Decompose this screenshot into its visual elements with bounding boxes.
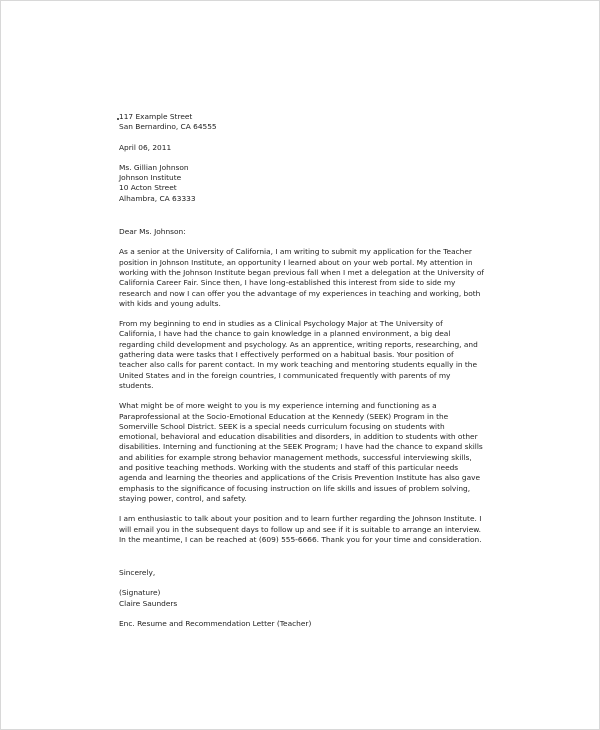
paragraph-line: teacher also calls for parent contact. In my work teaching and mentoring students equally in the — [119, 360, 478, 370]
paragraph-line: In the meantime, I can be reached at (609) 555-6666. Thank you for your time and consideration. — [119, 534, 482, 544]
cover-letter — [119, 112, 484, 629]
paragraph-line: and positive teaching methods. Working with the students and staff of this particular needs — [119, 463, 459, 473]
paragraph-line: disabilities. Interning and functioning at the SEEK Program; I have had the chance to expand skills — [119, 442, 483, 452]
signature-block — [119, 588, 479, 609]
sender-street: 117 Example Street — [119, 112, 193, 121]
recipient-city: Alhambra, CA 63333 — [119, 193, 196, 203]
recipient-street: 10 Acton Street — [119, 183, 177, 193]
paragraph-1 — [119, 247, 484, 309]
paragraph-line: From my beginning to end in studies as a Clinical Psychology Major at The University of — [119, 319, 443, 329]
paragraph-line: position in Johnson Institute, an opportunity I learned about on your web portal. My attention in — [119, 257, 473, 267]
paragraph-line: I am enthusiastic to talk about your position and to learn further regarding the Johnson Institute. I — [119, 514, 482, 524]
paragraph-line: gathering data were tasks that I effectively performed on a habitual basis. Your position of — [119, 350, 454, 360]
enclosure-note: Enc. Resume and Recommendation Letter (Teacher) — [119, 618, 312, 628]
paragraph-line: Paraprofessional at the Socio-Emotional Education at the Kennedy (SEEK) Program in the — [119, 411, 449, 421]
paragraph-line: staying power, control, and safety. — [119, 493, 247, 503]
letter-date: April 06, 2011 — [119, 142, 172, 152]
bullet-mark — [117, 118, 119, 120]
paragraph-4 — [119, 514, 482, 545]
salutation: Dear Ms. Johnson: — [119, 227, 186, 237]
paragraph-line: students. — [119, 380, 154, 390]
signer-name: Claire Saunders — [119, 598, 178, 608]
paragraph-line: with kids and young adults. — [119, 298, 221, 308]
paragraph-line: working with the Johnson Institute began previous fall when I met a delegation at the University of — [119, 267, 484, 277]
paragraph-line: emphasis to the significance of focusing instruction on life skills and issues of problem solving, — [119, 483, 471, 493]
recipient-name: Ms. Gillian Johnson — [119, 162, 189, 172]
sender-city: San Bernardino, CA 64555 — [119, 122, 217, 132]
paragraph-line: Somerville School District. SEEK is a special needs curriculum focusing on students with — [119, 421, 445, 431]
paragraph-line: What might be of more weight to you is my experience interning and functioning as a — [119, 401, 437, 411]
paragraph-line: agenda and learning the theories and applications of the Crisis Prevention Institute has also gave — [119, 473, 481, 483]
paragraph-line: regarding child development and psychology. As an apprentice, writing reports, researching, and — [119, 339, 478, 349]
recipient-organization: Johnson Institute — [119, 173, 182, 183]
paragraph-2 — [119, 319, 479, 391]
paragraph-line: California, I have had the chance to gain knowledge in a planned environment, a big deal — [119, 329, 451, 339]
sender-address — [119, 112, 479, 133]
paragraph-line: As a senior at the University of California, I am writing to submit my application for the Teacher — [119, 247, 472, 257]
paragraph-line: California Career Fair. Since then, I have long-established this interest from side to side my — [119, 278, 456, 288]
paragraph-line: emotional, behavioral and education disabilities and disorders, in addition to students with other — [119, 432, 478, 442]
closing: Sincerely, — [119, 568, 156, 578]
paragraph-line: research and now I can offer you the advantage of my experiences in teaching and working, both — [119, 288, 481, 298]
paragraph-line: will email you in the subsequent days to follow up and see if it is suitable to arrange an interview. — [119, 524, 481, 534]
recipient-address — [119, 163, 479, 204]
paragraph-3 — [119, 401, 483, 504]
paragraph-line: and abilities for example strong behavior management methods, successful interviewing skills, — [119, 452, 472, 462]
paragraph-line: United States and in the foreign countries, I communicated frequently with parents of my — [119, 370, 451, 380]
signature: (Signature) — [119, 588, 161, 598]
